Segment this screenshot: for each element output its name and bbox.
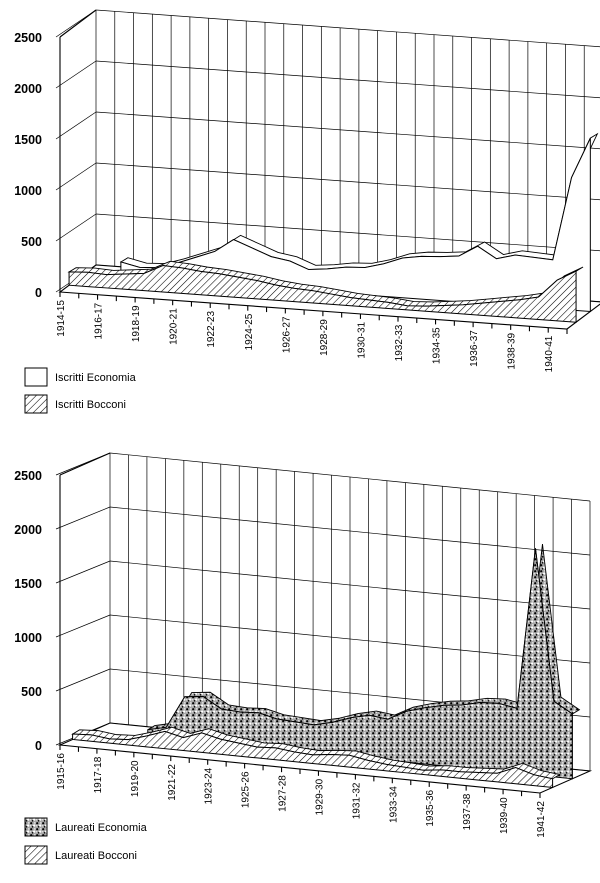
left-wall-gridline — [56, 669, 110, 691]
back-gridline-y — [96, 163, 600, 200]
x-tick-label: 1924-25 — [243, 313, 255, 351]
x-tick-label: 1915-16 — [56, 753, 67, 790]
legend-label-laureati-bocconi: Laureati Bocconi — [55, 850, 137, 862]
x-tick-label: 1931-32 — [351, 782, 363, 820]
y-tick-label: 2500 — [14, 31, 42, 45]
left-wall-gridline — [56, 615, 110, 637]
iscritti-legend — [25, 368, 137, 413]
legend-label-iscritti-bocconi: Iscritti Bocconi — [55, 399, 126, 411]
x-tick-label: 1941-42 — [536, 801, 547, 838]
y-tick-label: 2000 — [14, 82, 42, 96]
y-tick-label: 500 — [21, 235, 42, 249]
y-tick-label: 1500 — [14, 133, 42, 147]
x-tick-label: 1934-35 — [431, 327, 443, 365]
back-gridline-y — [96, 61, 600, 98]
laureati-legend — [25, 818, 148, 864]
left-wall-top-edge — [60, 10, 96, 37]
x-tick-label: 1927-28 — [277, 775, 289, 812]
x-tick-label: 1919-20 — [129, 760, 141, 798]
y-tick-label: 1000 — [14, 631, 42, 645]
y-tick-label: 2000 — [14, 523, 42, 537]
legend-label-iscritti-economia: Iscritti Economia — [55, 372, 136, 384]
x-tick-label: 1918-19 — [131, 305, 143, 343]
left-wall-gridline — [56, 561, 110, 583]
back-gridline-y — [96, 214, 600, 251]
x-tick-label: 1938-39 — [506, 332, 518, 370]
x-tick-label: 1939-40 — [499, 797, 511, 835]
x-tick-label: 1922-23 — [206, 310, 218, 348]
back-gridline-y — [96, 112, 600, 149]
x-tick-label: 1928-29 — [318, 319, 330, 356]
x-tick-label: 1932-33 — [394, 324, 405, 362]
x-tick-label: 1921-22 — [166, 764, 178, 801]
iscritti-chart — [14, 10, 600, 372]
x-tick-label: 1923-24 — [203, 767, 215, 805]
y-tick-label: 2500 — [14, 469, 42, 483]
legend-swatch-laureati-economia — [25, 818, 47, 836]
x-tick-label: 1929-30 — [314, 778, 326, 816]
y-tick-label: 1000 — [14, 184, 42, 198]
x-tick-label: 1916-17 — [93, 302, 105, 340]
legend-swatch-laureati-bocconi — [25, 846, 47, 864]
y-tick-label: 0 — [35, 286, 42, 300]
left-wall-gridline — [56, 61, 96, 88]
x-tick-label: 1914-15 — [56, 300, 67, 337]
series-ribbon-top — [148, 544, 580, 730]
laureati-chart — [14, 453, 590, 838]
x-tick-label: 1926-27 — [281, 316, 293, 354]
left-wall-gridline — [56, 214, 96, 241]
x-tick-label: 1935-36 — [425, 789, 437, 827]
legend-label-laureati-economia: Laureati Economia — [55, 822, 147, 834]
left-wall-gridline — [56, 163, 96, 190]
x-tick-label: 1920-21 — [168, 308, 180, 345]
x-tick-label: 1933-34 — [388, 786, 400, 823]
left-wall-top-edge — [60, 453, 110, 475]
y-tick-label: 500 — [21, 685, 42, 699]
legend-swatch-iscritti-economia — [25, 368, 47, 386]
y-tick-label: 1500 — [14, 577, 42, 591]
x-tick-label: 1940-41 — [544, 335, 556, 373]
x-tick-label: 1937-38 — [462, 793, 474, 831]
x-tick-label: 1925-26 — [240, 771, 252, 809]
back-gridline-y — [96, 10, 600, 47]
left-wall-gridline — [56, 112, 96, 139]
x-tick-label: 1930-31 — [356, 321, 368, 359]
y-tick-label: 0 — [35, 739, 42, 753]
x-tick-label: 1936-37 — [469, 330, 481, 367]
left-wall-gridline — [56, 507, 110, 529]
legend-swatch-iscritti-bocconi — [25, 395, 47, 413]
x-tick-label: 1917-18 — [92, 756, 104, 794]
